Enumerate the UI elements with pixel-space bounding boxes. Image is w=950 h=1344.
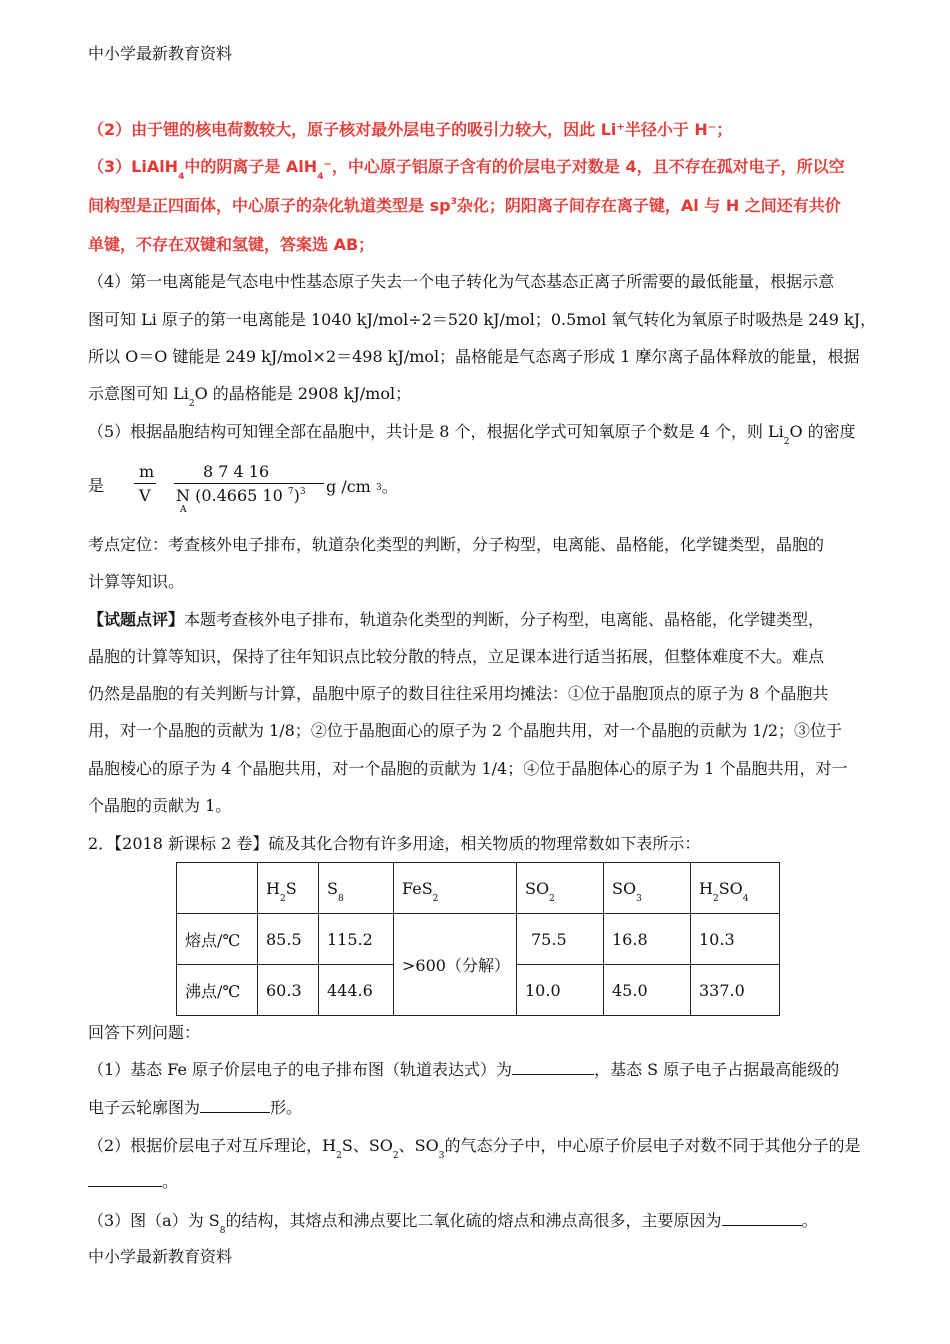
text: SO [525, 878, 550, 898]
subscript: 4 [178, 172, 185, 182]
text: 中的阴离子是 AlH [184, 157, 318, 176]
answer-line-3a [88, 157, 845, 180]
review-line-6: 个晶胞的贡献为 1。 [88, 796, 232, 815]
text: g /cm [326, 477, 371, 496]
header-so2 [517, 863, 604, 914]
subscript: 2 [188, 399, 195, 409]
table-cell: 337.0 [691, 965, 780, 1016]
text: 。 [162, 1172, 179, 1191]
q2-sub1-line-1 [88, 1060, 839, 1080]
text: H [266, 878, 280, 898]
text: 本题考查核外电子排布，轨道杂化类型的判断，分子构型，电离能、晶格能，化学键类型， [184, 610, 825, 629]
text: 。 [801, 1211, 818, 1230]
answer-line-2: （2）由于锂的核电荷数较大，原子核对最外层电子的吸引力较大，因此 Li⁺半径小于 H⁻； [88, 120, 733, 139]
table-cell: 16.8 [604, 914, 691, 965]
subscript: 2 [392, 1151, 399, 1161]
superscript: 3 [450, 197, 457, 207]
superscript: 3 [299, 487, 306, 497]
text: （3）LiAlH [88, 157, 179, 176]
kaodian-line-2: 计算等知识。 [88, 572, 185, 591]
text: 示意图可知 Li [88, 384, 189, 403]
text: 的气态分子中，中心原子价层电子对数不同于其他分子的是 [444, 1136, 861, 1155]
subscript: 8 [337, 893, 344, 904]
para4-line-3: 所以 O＝O 键能是 249 kJ/mol×2＝498 kJ/mol；晶格能是气态离子形成 1 摩尔离子晶体释放的能量，根据 [88, 347, 860, 366]
subscript: 3 [636, 893, 642, 904]
subscript: 4 [317, 172, 324, 182]
q2-sub3-line-1 [88, 1211, 818, 1234]
text: 形。 [270, 1098, 303, 1117]
subscript: 2 [336, 1151, 342, 1161]
table-cell: 60.3 [258, 965, 319, 1016]
fraction-2-numerator: 8 7 4 16 [203, 462, 270, 481]
superscript: 3 [375, 483, 382, 493]
review-line-5: 晶胞棱心的原子为 4 个晶胞共用，对一个晶胞的贡献为 1/4；④位于晶胞体心的原子为 1 个晶胞共用，对一 [88, 759, 848, 778]
subscript: 2 [279, 893, 286, 904]
header-so3 [604, 863, 691, 914]
subscript: 2 [783, 437, 790, 447]
text: FeS [402, 878, 433, 898]
q2-sub2-line-1 [88, 1136, 861, 1159]
answer-line-3b [88, 196, 841, 219]
para4-line-2: 图可知 Li 原子的第一电离能是 1040 kJ/mol÷2＝520 kJ/mol；0.5mol 氧气转化为氧原子时吸热是 249 kJ， [88, 310, 877, 329]
table-cell: 10.0 [517, 965, 604, 1016]
fraction-line [134, 483, 156, 484]
text: 杂化；阴阳离子间存在离子键，Al 与 H 之间还有共价 [456, 196, 841, 215]
review-line-2: 晶胞的计算等知识，保持了往年知识点比较分散的特点，立足课本进行适当拓展，但整体难度不大。难点 [88, 647, 825, 666]
subscript: 2 [549, 893, 555, 904]
text: 电子云轮廓图为 [88, 1098, 201, 1117]
subscript: 2 [712, 893, 719, 904]
row-label-boiling: 沸点/℃ [177, 965, 258, 1016]
page-footer: 中小学最新教育资料 [88, 1247, 233, 1266]
review-line-1 [88, 610, 824, 630]
table-row-melting [177, 914, 780, 965]
table-cell-fes2-merged: >600（分解） [394, 914, 517, 1016]
table-header-row [177, 863, 780, 914]
text: O 的晶格能是 2908 kJ/mol； [194, 384, 412, 403]
text: ，基态 S 原子电子占据最高能级的 [594, 1060, 840, 1079]
subscript: 2 [432, 893, 439, 904]
superscript: 7 [287, 487, 294, 497]
text: O 的密度 [789, 422, 856, 441]
text: N [176, 486, 190, 505]
text: 。 [381, 477, 398, 496]
table-cell: 444.6 [319, 965, 394, 1016]
review-line-3: 仍然是晶胞的有关判断与计算，晶胞中原子的数目往往采用均摊法：①位于晶胞顶点的原子为 8 个晶胞共 [88, 684, 829, 703]
text: 的结构，其熔点和沸点要比二氧化硫的熔点和沸点高很多，主要原因为 [225, 1211, 722, 1230]
text: S [285, 878, 297, 898]
q2-sub1-line-2 [88, 1098, 302, 1118]
fraction-m-numerator: m [139, 462, 155, 481]
text: （1）基态 Fe 原子价层电子的电子排布图（轨道表达式）为 [88, 1060, 513, 1079]
table-corner-cell [177, 863, 258, 914]
para5-line-1 [88, 422, 856, 445]
table-cell: 10.3 [691, 914, 780, 965]
subscript: 3 [438, 1151, 445, 1161]
header-fes2 [394, 863, 517, 914]
review-label: 【试题点评】 [88, 610, 185, 629]
text: 间构型是正四面体，中心原子的杂化轨道类型是 sp [88, 196, 451, 215]
row-label-melting: 熔点/℃ [177, 914, 258, 965]
fraction-v-denominator: V [139, 486, 151, 505]
header-h2s [258, 863, 319, 914]
density-unit [326, 474, 398, 497]
text: ) [293, 486, 300, 505]
text: （3）图（a）为 S [88, 1211, 220, 1230]
kaodian-line-1: 考点定位：考查核外电子排布，轨道杂化类型的判断，分子构型，电离能、晶格能，化学键类型，晶胞的 [88, 535, 825, 554]
text: S、SO [341, 1136, 393, 1155]
text: ⁻，中心原子铝原子含有的价层电子对数是 4，且不存在孤对电子，所以空 [323, 157, 845, 176]
answer-prompt: 回答下列问题： [88, 1023, 201, 1042]
subscript-a: A [180, 505, 187, 515]
answer-blank[interactable] [512, 1060, 594, 1075]
answer-line-3c: 单键，不存在双键和氢键，答案选 AB； [88, 235, 375, 254]
subscript: 4 [742, 893, 749, 904]
text: （2）根据价层电子对互斥理论，H [88, 1136, 337, 1155]
q2-sub2-line-2 [88, 1172, 178, 1192]
para4-line-4 [88, 384, 411, 407]
table-cell: 75.5 [517, 914, 604, 965]
answer-blank[interactable] [200, 1098, 270, 1113]
physical-constants-table [176, 862, 780, 1016]
para4-line-1: （4）第一电离能是气态电中性基态原子失去一个电子转化为气态基态正离子所需要的最低能量，根据示意 [88, 272, 835, 291]
header-h2so4 [691, 863, 780, 914]
review-line-4: 用，对一个晶胞的贡献为 1/8；②位于晶胞面心的原子为 2 个晶胞共用，对一个晶胞的贡献为 1/2；③位于 [88, 721, 843, 740]
text: S [327, 878, 338, 898]
table-cell: 85.5 [258, 914, 319, 965]
table-cell: 115.2 [319, 914, 394, 965]
text: (0.4665 10 [195, 486, 283, 505]
table-cell: 45.0 [604, 965, 691, 1016]
question-2-intro: 2．【2018 新课标 2 卷】硫及其化合物有许多用途，相关物质的物理常数如下表所示： [88, 834, 701, 853]
header-s8 [319, 863, 394, 914]
answer-blank[interactable] [722, 1211, 802, 1226]
page-header: 中小学最新教育资料 [88, 44, 233, 63]
fraction-2-denominator [176, 486, 306, 505]
text: SO [612, 878, 637, 898]
subscript: 8 [219, 1226, 226, 1236]
fraction-line [174, 483, 324, 484]
text: SO [718, 878, 743, 898]
text: （5）根据晶胞结构可知锂全部在晶胞中，共计是 8 个，根据化学式可知氧原子个数是 4 个，则 Li [88, 422, 784, 441]
answer-blank[interactable] [88, 1172, 162, 1187]
text: H [699, 878, 713, 898]
text: 、SO [398, 1136, 439, 1155]
para5-line-2-prefix: 是 [88, 476, 105, 495]
